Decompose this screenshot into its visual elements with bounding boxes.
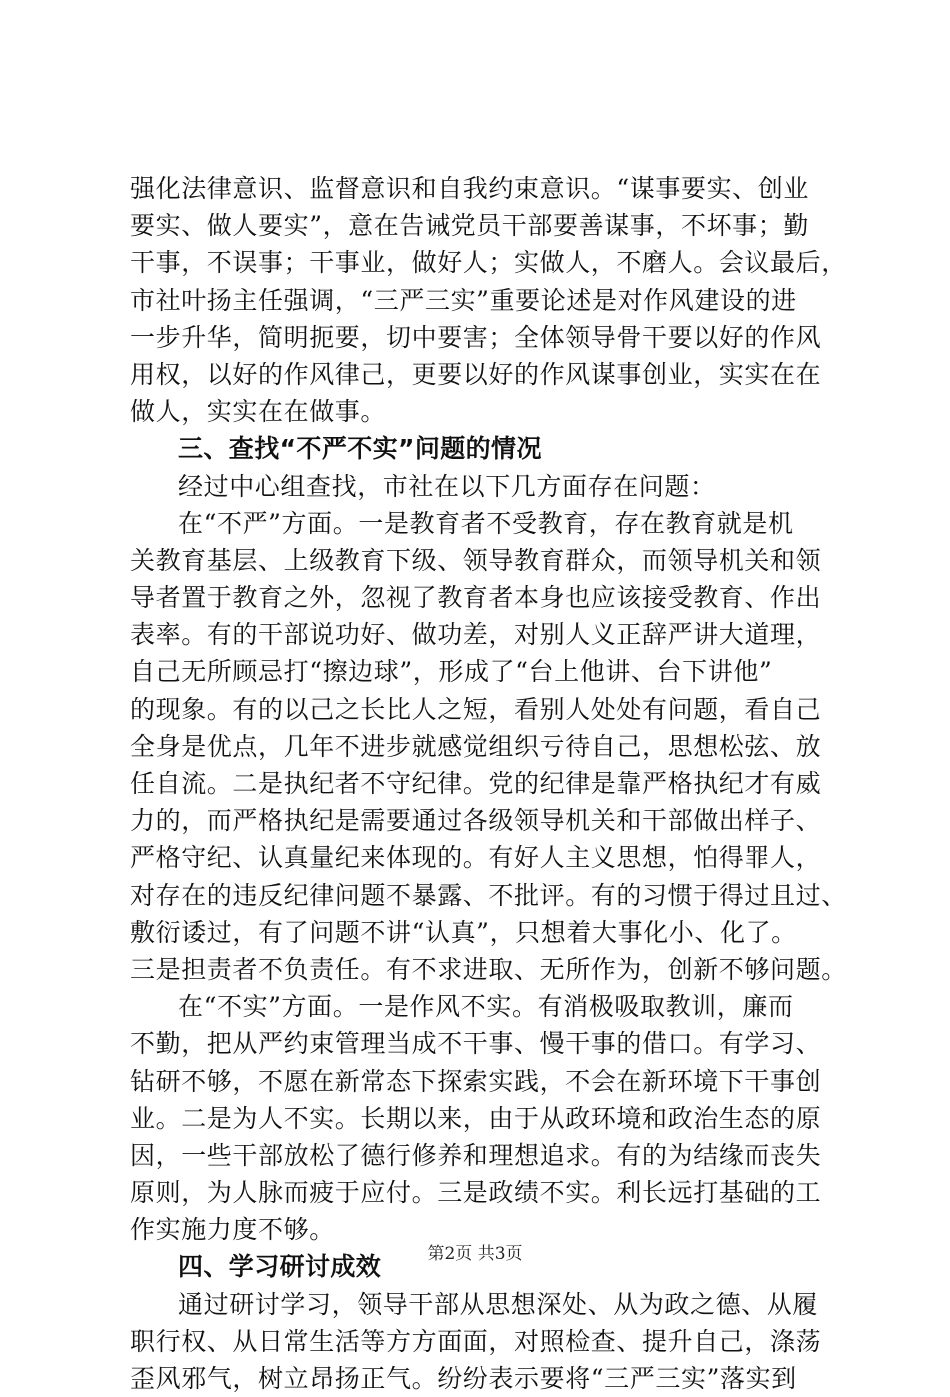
body-line: 全身是优点，几年不进步就感觉组织亏待自己，思想松弦、放: [130, 731, 822, 761]
body-line: 一步升华，简明扼要，切中要害；全体领导骨干要以好的作风: [130, 322, 822, 352]
body-line: 原则，为人脉而疲于应付。三是政绩不实。利长远打基础的工: [130, 1178, 822, 1208]
body-line: 业。二是为人不实。长期以来，由于从政环境和政治生态的原: [130, 1103, 822, 1133]
paragraph-start-line: 经过中心组查找，市社在以下几方面存在问题：: [178, 471, 716, 501]
section-heading-3: 三、查找“不严不实”问题的情况: [178, 434, 542, 464]
paragraph-start-line: 在“不严”方面。一是教育者不受教育，存在教育就是机: [178, 508, 794, 538]
body-line: 作实施力度不够。: [130, 1215, 335, 1245]
document-body: [130, 170, 847, 1397]
body-line: 力的，而严格执纪是需要通过各级领导机关和干部做出样子、: [130, 806, 822, 836]
body-line: 关教育基层、上级教育下级、领导教育群众，而领导机关和领: [130, 545, 822, 575]
body-line: 的现象。有的以己之长比人之短，看别人处处有问题，看自己: [130, 694, 822, 724]
body-line: 导者置于教育之外，忽视了教育者本身也应该接受教育、作出: [130, 583, 822, 613]
body-line: 因，一些干部放松了德行修养和理想追求。有的为结缘而丧失: [130, 1140, 822, 1170]
body-line: 表率。有的干部说功好、做功差，对别人义正辞严讲大道理，: [130, 620, 822, 650]
paragraph-start-line: 在“不实”方面。一是作风不实。有消极吸取教训，廉而: [178, 992, 794, 1022]
body-line: 任自流。二是执纪者不守纪律。党的纪律是靠严格执纪才有威: [130, 769, 822, 798]
body-line: 严格守纪、认真量纪来体现的。有好人主义思想，怕得罪人，: [130, 843, 822, 873]
body-line: 敷衍诿过，有了问题不讲“认真”，只想着大事化小、化了。: [130, 917, 797, 947]
body-line: 钻研不够，不愿在新常态下探索实践，不会在新环境下干事创: [130, 1066, 822, 1096]
body-line: 干事，不误事；干事业，做好人；实做人，不磨人。会议最后，: [130, 248, 847, 278]
body-line: 职行权、从日常生活等方方面面，对照检查、提升自己，涤荡: [130, 1326, 822, 1356]
body-line: 要实、做人要实”，意在告诫党员干部要善谋事，不坏事；勤: [130, 211, 809, 241]
paragraph-start-line: 通过研讨学习，领导干部从思想深处、从为政之德、从履: [178, 1289, 819, 1319]
page-footer: [0, 1243, 950, 1265]
body-line: 对存在的违反纪律问题不暴露、不批评。有的习惯于得过且过、: [130, 880, 847, 910]
page-number-label: 第2页 共3页: [427, 1244, 523, 1264]
body-line: 三是担责者不负责任。有不求进取、无所作为，创新不够问题。: [130, 954, 847, 984]
body-line: 歪风邪气，树立昂扬正气。纷纷表示要将“三严三实”落实到: [130, 1364, 797, 1393]
body-line: 做人，实实在在做事。: [130, 397, 387, 427]
body-line: 强化法律意识、监督意识和自我约束意识。“谋事要实、创业: [130, 174, 809, 203]
section-heading-4: 四、学习研讨成效: [178, 1252, 382, 1282]
body-line: 自己无所顾忌打“擦边球”，形成了“台上他讲、台下讲他”: [130, 657, 773, 687]
body-line: 市社叶扬主任强调，“三严三实”重要论述是对作风建设的进: [130, 285, 797, 315]
body-line: 不勤，把从严约束管理当成不干事、慢干事的借口。有学习、: [130, 1029, 822, 1059]
body-line: 用权，以好的作风律己，更要以好的作风谋事创业，实实在在: [130, 359, 822, 389]
